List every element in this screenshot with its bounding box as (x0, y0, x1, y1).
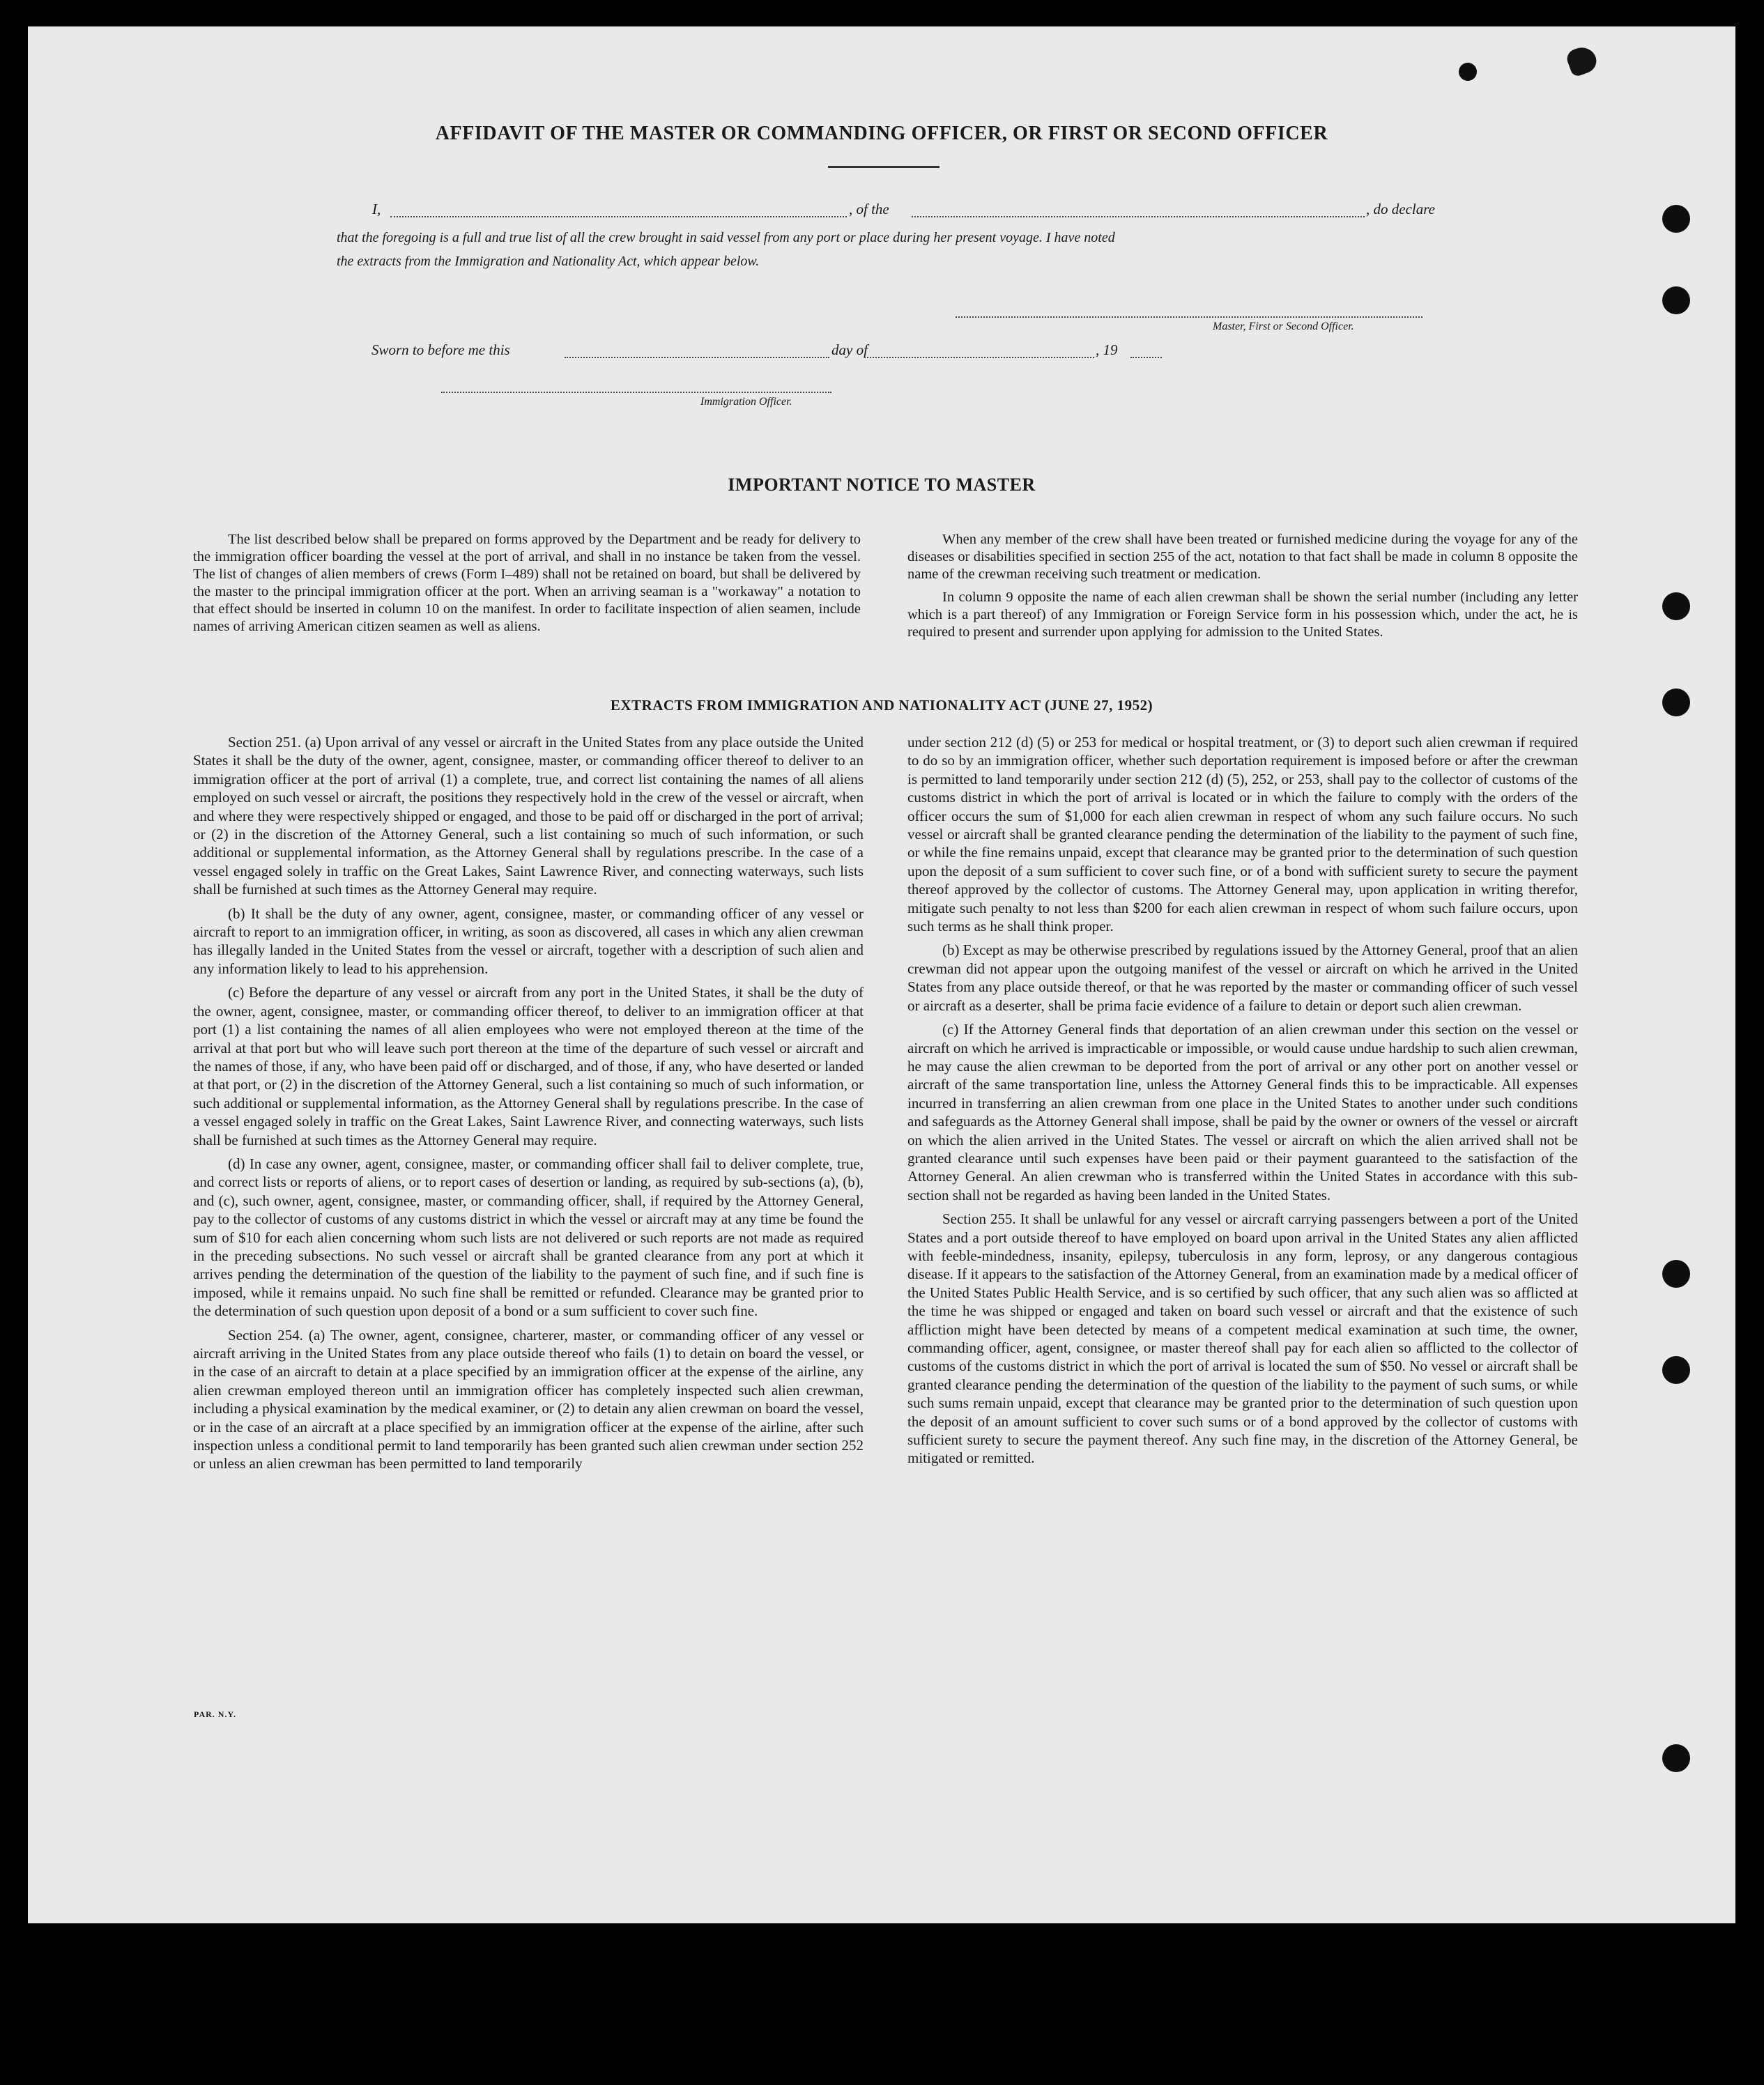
sworn-day-of: day of (831, 341, 868, 358)
title-rule (828, 166, 939, 168)
affidavit-line2: that the foregoing is a full and true list of all the crew brought in said vessel from any port or place during her present voyage. I have noted (337, 230, 1115, 245)
sworn-year-blank (1130, 357, 1162, 358)
scan-border (28, 1923, 1735, 2085)
extracts-title: EXTRACTS FROM IMMIGRATION AND NATIONALITY ACT (JUNE 27, 1952) (610, 697, 1153, 714)
notice-right-paragraph-1: When any member of the crew shall have been treated or furnished medicine during the voyage for any of the diseases or disabilities specified in section 255 of the act, notation to that fact shall be made in column 8 opposite the name of the crewman receiving such treatment or medication. (907, 532, 1578, 582)
affidavit-line3: the extracts from the Immigration and Nationality Act, which appear below. (337, 254, 760, 269)
sworn-month-blank (864, 357, 1094, 358)
punch-hole (1662, 1260, 1690, 1288)
master-signature-line (956, 316, 1422, 318)
printer-mark: PAR. N.Y. (194, 1709, 237, 1719)
punch-hole (1662, 1356, 1690, 1384)
affidavit-line1-end: , do declare (1366, 201, 1435, 217)
section-251-c: (c) Before the departure of any vessel or aircraft from any port in the United States, it shall be the duty of the owner, agent, consignee, master, or commanding officer thereof, to deliver to an immigration officer at that port (1) a list containing the names of all alien employees who were not employed thereon at the time of the arrival at that port but who will leave such port thereon at the time of the departure of such vessel or aircraft and the names of those, if any, who have been paid off or discharged, and of those, if any, who have deserted or landed at that port, or (2) in the discretion of the Attorney General, such a list containing so much of such information, or such additional or supplemental information, as the Attorney General shall by regulations prescribe. In the case of a vessel engaged solely in traffic on the Great Lakes, Saint Lawrence River, and connecting waterways, such lists shall be furnished at such times as the Attorney General may require. (193, 984, 864, 1148)
officer-signature-label: Immigration Officer. (700, 396, 792, 408)
affidavit-line1-mid: , of the (849, 201, 889, 217)
section-255: Section 255. It shall be unlawful for any vessel or aircraft carrying passengers between a port of the United States and a port outside thereof to have employed on board upon arrival in the United States any alien afflicted with feeble-mindedness, insanity, epilepsy, tuberculosis in any form, leprosy, or any dangerous contagious disease. If it appears to the satisfaction of the Attorney General, from an examination made by a medical officer of the United States Public Health Service, and is so certified by such officer, that any such alien was so afflicted at the time he was shipped or engaged and taken on board such vessel or aircraft and that the existence of such affliction might have been detected by means of a competent medical examination at such time, the owner, commanding officer, agent, consignee, or master thereof shall pay for each alien so afflicted to the collector of customs of the customs district in which the port of arrival is located the sum of $50. No vessel or aircraft shall be granted clearance pending the determination of the question of the liability to the payment of such sums, or while such sums remain unpaid, except that clearance may be granted prior to the determination of such question upon the deposit of an amount sufficient to cover such sums or of a bond approved by the collector of customs with sufficient surety to secure the payment thereof. Any such fine may, in the discretion of the Attorney General, be mitigated or remitted. (907, 1210, 1578, 1467)
section-254-a: Section 254. (a) The owner, agent, consignee, charterer, master, or commanding officer of any vessel or aircraft arriving in the United States from any place outside thereof who fails (1) to detain on board the vessel, or in the case of an aircraft to detain at a place specified by an immigration officer at the expense of the airline, any alien crewman employed thereon until an immigration officer has completely inspected such alien crewman, including a physical examination by the medical examiner, or (2) to detain any alien crewman on board the vessel, or in the case of an aircraft at a place specified by an immigration officer at the expense of the airline, after such inspection unless a conditional permit to land temporarily has been granted such alien crewman under section 252 or unless an alien crewman has been permitted to land temporarily (193, 1326, 864, 1472)
section-251-a: Section 251. (a) Upon arrival of any vessel or aircraft in the United States from any place outside the United States it shall be the duty of the owner, agent, consignee, master, or commanding officer thereof to deliver to an immigration officer at the port of arrival (1) a complete, true, and correct list containing the names of all aliens employed on such vessel or aircraft, the positions they respectively hold in the crew of the vessel or aircraft, when and where they were respectively shipped or engaged, and those to be paid off or discharged in the port of arrival; or (2) in the discretion of the Attorney General, such a list containing so much of such information, or such additional or supplemental information, as the Attorney General shall by regulations prescribe. In the case of a vessel engaged solely in traffic on the Great Lakes, Saint Lawrence River, and connecting waterways, such lists shall be furnished at such times as the Attorney General may require. (193, 734, 864, 898)
punch-hole (1662, 205, 1690, 233)
sworn-day-blank (565, 357, 829, 358)
section-254-a-cont: under section 212 (d) (5) or 253 for medical or hospital treatment, or (3) to deport such alien crewman if required to do so by an immigration officer, whether such deportation requirement is imposed before or after the crewman is permitted to land temporarily under section 212 (d) (5), 252, or 253, shall pay to the collector of customs of the customs district in which the port of arrival is located or in which the failure to comply with the orders of the officer occurs the sum of $1,000 for each alien crewman in respect of whom any such failure occurs. No such vessel or aircraft shall be granted clearance pending the determination of the liability to the payment of such fine, or while the fine remains unpaid, except that clearance may be granted prior to the determination of such question upon the deposit of a sum sufficient to cover such fine, or of a bond with sufficient surety to secure the payment thereof approved by the collector of customs. The Attorney General may, upon application in writing therefor, mitigate such penalty to not less than $200 for each alien crewman in respect of whom such failure occurs, upon such terms as he shall think proper. (907, 734, 1578, 935)
section-251-d: (d) In case any owner, agent, consignee, master, or commanding officer shall fail to deliver complete, true, and correct lists or reports of aliens, or to report cases of desertion or landing, as required by sub-sections (a), (b), and (c), such owner, agent, consignee, master, or commanding officer, shall, if required by the Attorney General, pay to the collector of customs of any customs district in which the vessel or aircraft may at any time be found the sum of $10 for each alien concerning whom such lists are not delivered or such reports are not made as required in the preceding subsections. No such vessel or aircraft shall be granted clearance from any port at which it arrives pending the determination of the question of the liability to the payment of such fine, and if such fine is imposed, while it remains unpaid. No such fine shall be remitted or refunded. Clearance may be granted prior to the determination of such question upon deposit of a bond or a sum sufficient to cover such fine. (193, 1155, 864, 1320)
officer-signature-line (441, 392, 831, 393)
extracts-right-column (907, 733, 1578, 1473)
punch-hole (1662, 592, 1690, 620)
notice-left-column (193, 531, 861, 641)
punch-hole (1662, 286, 1690, 314)
notice-right-column (907, 531, 1578, 647)
affidavit-title: AFFIDAVIT OF THE MASTER OR COMMANDING OFFICER, OR FIRST OR SECOND OFFICER (435, 123, 1328, 144)
sworn-text: Sworn to before me this (371, 341, 510, 358)
section-254-c: (c) If the Attorney General finds that deportation of an alien crewman under this section on the vessel or aircraft on which he arrived is impracticable or impossible, or would cause undue hardship to such alien crewman, he may cause the alien crewman to be deported from the port of arrival or any other port on another vessel or aircraft of the same transportation line, unless the Attorney General finds this to be impracticable. All expenses incurred in transferring an alien crewman from one place in the United States to another under such conditions and safeguards as the Attorney General shall impose, shall be paid by the owner or owners of the vessel or aircraft on which the alien arrived in the United States. The vessel or aircraft on which the alien arrived shall not be granted clearance until such expenses have been paid or their payment guaranteed to the satisfaction of the Attorney General. An alien crewman who is transferred within the United States in accordance with this sub-section shall not be regarded as having been landed in the United States. (907, 1021, 1578, 1203)
punch-hole-top (1459, 63, 1477, 81)
name-blank (390, 216, 847, 217)
notice-right-paragraph-2: In column 9 opposite the name of each alien crewman shall be shown the serial number (including any letter which is a part thereof) of any Immigration or Foreign Service form in his possession which, under the act, he is required to present and surrender upon applying for admission to the United States. (907, 590, 1578, 640)
notice-left-paragraph: The list described below shall be prepared on forms approved by the Department and be ready for delivery to the immigration officer boarding the vessel at the port of arrival, and shall in no instance be taken from the vessel. The list of changes of alien members of crews (Form I–489) shall not be retained on board, but shall be delivered by the master to the principal immigration officer at the port. When an arriving seaman is a "workaway" a notation to that effect should be inserted in column 10 on the manifest. In order to facilitate inspection of alien seamen, include names of arriving American citizen seamen as well as aliens. (193, 532, 861, 634)
affidavit-line1-start: I, (372, 201, 381, 217)
punch-hole (1662, 1744, 1690, 1772)
master-signature-label: Master, First or Second Officer. (1213, 321, 1354, 332)
extracts-left-column (193, 733, 864, 1479)
section-251-b: (b) It shall be the duty of any owner, agent, consignee, master, or commanding officer of any vessel or aircraft to report to an immigration officer, in writing, as soon as discovered, all cases in which any alien crewman has illegally landed in the United States from the vessel or aircraft, together with a description of such alien and any information likely to lead to his apprehension. (193, 905, 864, 977)
notice-title: IMPORTANT NOTICE TO MASTER (728, 475, 1036, 495)
section-254-b: (b) Except as may be otherwise prescribed by regulations issued by the Attorney General, proof that an alien crewman did not appear upon the outgoing manifest of the vessel or aircraft on which he arrived in the United States from any place outside thereof, or that he was reported by the master or commanding officer of such vessel or aircraft as a deserter, shall be prima facie evidence of a failure to detain or deport such alien crewman. (907, 941, 1578, 1014)
document-page (28, 26, 1735, 1923)
sworn-year: , 19 (1096, 341, 1118, 358)
vessel-blank (912, 216, 1365, 217)
scan-smudge (1565, 43, 1600, 77)
